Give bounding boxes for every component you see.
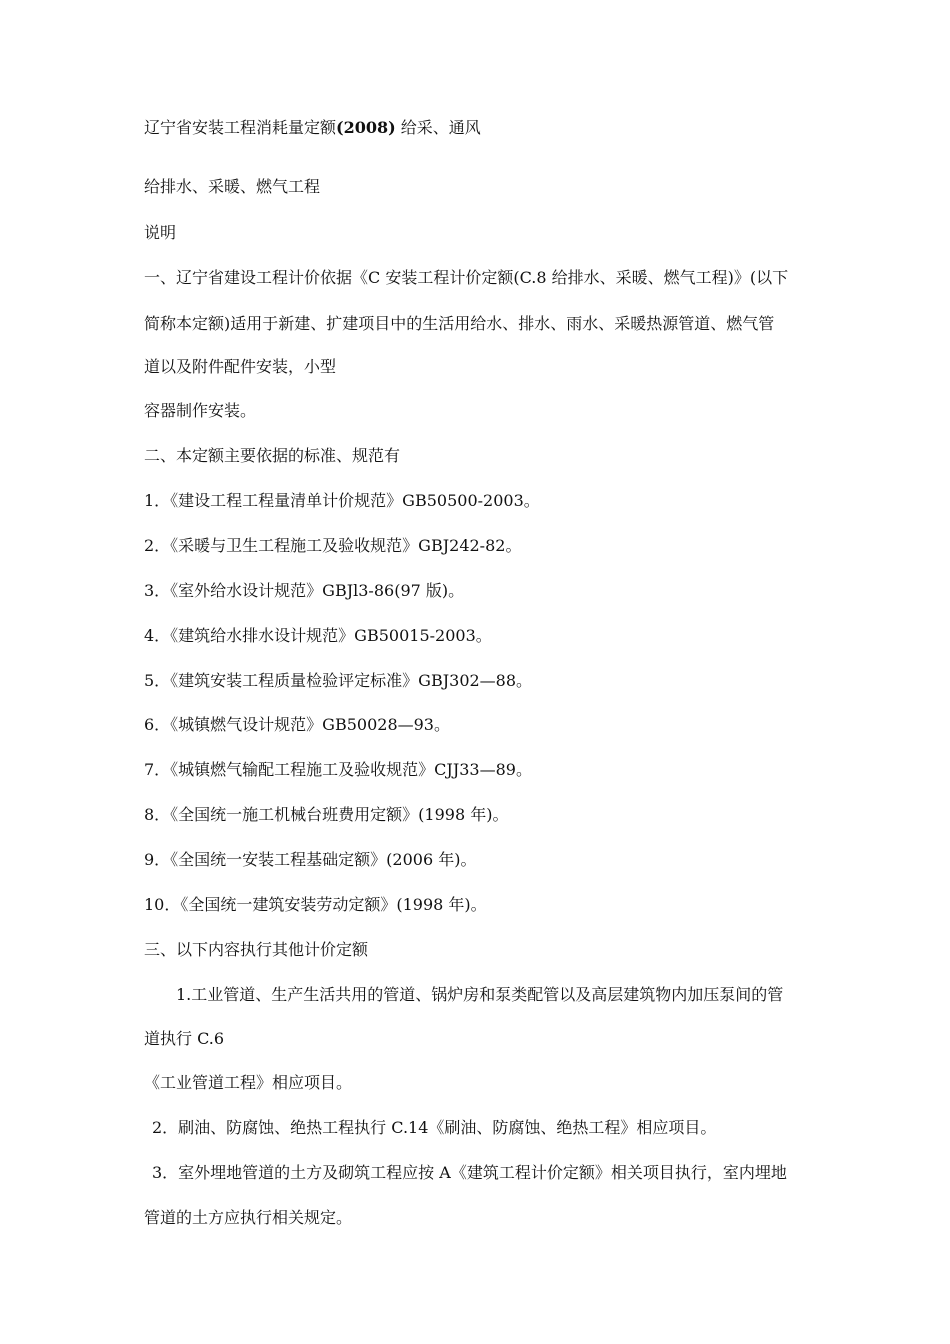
item-1-line-2: 道执行 C.6 [144,1029,225,1048]
paragraph-1-line-1: 一、辽宁省建设工程计价依据《C 安装工程计价定额(C.8 给排水、采暖、燃气工程)》(以下 [144,268,789,287]
item-2: 2．刷油、防腐蚀、绝热工程执行 C.14《刷油、防腐蚀、绝热工程》相应项目。 [152,1118,717,1137]
item-3-line-1: 3．室外埋地管道的土方及砌筑工程应按 A《建筑工程计价定额》相关项目执行，室内埋地 [152,1163,787,1182]
document-title [144,118,824,138]
paragraph-2-heading: 二、本定额主要依据的标准、规范有 [144,446,401,465]
standard-item: 3．《室外给水设计规范》GBJl3-86(97 版)。 [144,581,465,600]
item-3-line-2: 管道的土方应执行相关规定。 [144,1208,353,1227]
item-1-line-3: 《工业管道工程》相应项目。 [144,1073,353,1092]
standard-item: 5．《建筑安装工程质量检验评定标准》GBJ302—88。 [144,671,533,690]
standard-item: 1．《建设工程工程量清单计价规范》GB50500-2003。 [144,491,540,510]
paragraph-1-line-2: 简称本定额)适用于新建、扩建项目中的生活用给水、排水、雨水、采暖热源管道、燃气管 [144,314,775,333]
item-1-line-1: 1.工业管道、生产生活共用的管道、锅炉房和泵类配管以及高层建筑物内加压泵间的管 [176,985,784,1004]
document-subtitle: 给排水、采暖、燃气工程 [144,177,321,196]
standard-item: 2．《采暖与卫生工程施工及验收规范》GBJ242-82。 [144,536,522,555]
standard-item: 7．《城镇燃气输配工程施工及验收规范》CJJ33—89。 [144,760,532,779]
standard-item: 6．《城镇燃气设计规范》GB50028—93。 [144,715,450,734]
standard-item: 10．《全国统一建筑安装劳动定额》(1998 年)。 [144,895,487,914]
section-heading: 说明 [144,223,177,242]
standard-item: 4．《建筑给水排水设计规范》GB50015-2003。 [144,626,492,645]
title-year: (2008) [336,118,396,137]
title-suffix: 给采、通风 [395,118,481,137]
paragraph-3-heading: 三、以下内容执行其他计价定额 [144,940,369,959]
standard-item: 8．《全国统一施工机械台班费用定额》(1998 年)。 [144,805,509,824]
standard-item: 9．《全国统一安装工程基础定额》(2006 年)。 [144,850,477,869]
paragraph-1-line-4: 容器制作安装。 [144,401,257,420]
title-prefix: 辽宁省安装工程消耗量定额 [144,118,337,137]
paragraph-1-line-3: 道以及附件配件安装，小型 [144,357,337,376]
